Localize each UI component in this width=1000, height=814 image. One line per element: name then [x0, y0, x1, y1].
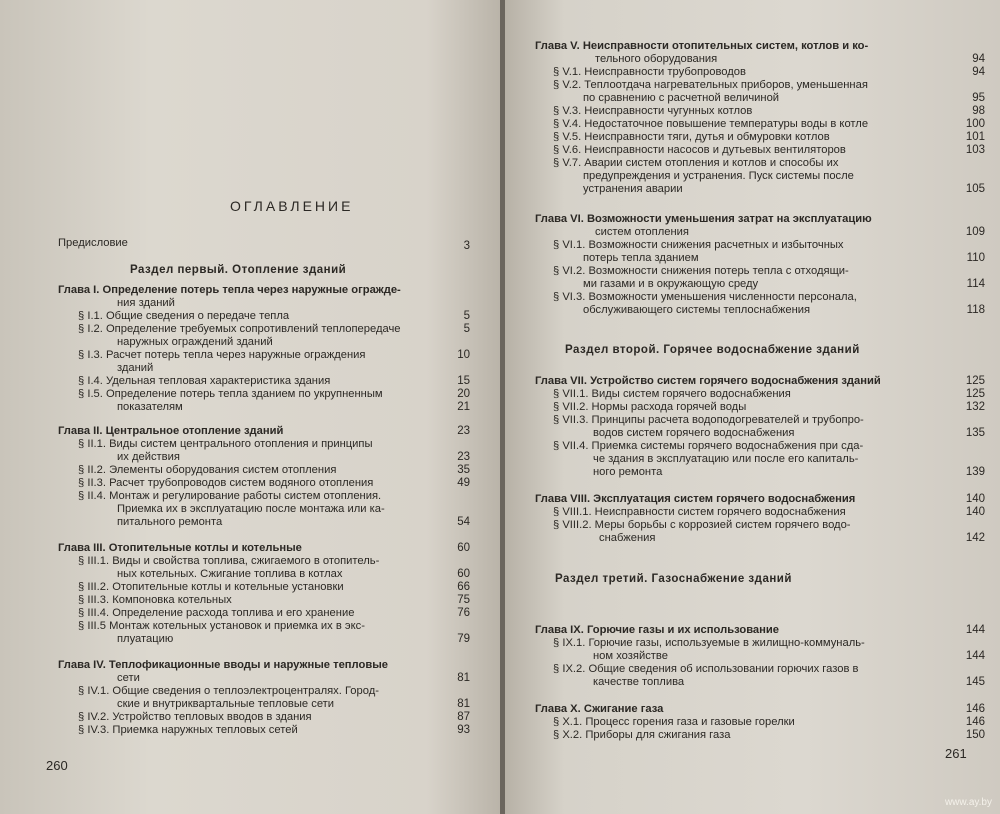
toc-page-number: 66: [457, 581, 470, 593]
toc-entry: Приемка их в эксплуатацию после монтажа или ка-: [117, 503, 385, 515]
toc-page-number: 87: [457, 711, 470, 723]
toc-entry: § VI.1. Возможности снижения расчетных и избыточных: [553, 239, 844, 251]
toc-entry: обслуживающего системы теплоснабжения: [583, 304, 811, 316]
toc-entry: ми газами и в окружающую среду: [583, 278, 759, 290]
toc-entry: устранения аварии: [583, 183, 683, 195]
toc-entry: § V.2. Теплоотдача нагревательных приборов, уменьшенная: [553, 79, 868, 91]
toc-entry: § VIII.1. Неисправности систем горячего водоснабжения: [553, 506, 846, 518]
toc-page-number: 93: [457, 724, 470, 736]
toc-entry: § II.3. Расчет трубопроводов систем водяного отопления: [78, 477, 374, 489]
toc-entry: качестве топлива: [593, 676, 685, 688]
toc-page-number: 23: [457, 451, 470, 463]
toc-entry: § VIII.2. Меры борьбы с коррозией систем горячего водо-: [553, 519, 851, 531]
chapter-entry: Глава X. Сжигание газа: [535, 703, 664, 715]
toc-page-number: 49: [457, 477, 470, 489]
toc-entry: § III.4. Определение расхода топлива и его хранение: [78, 607, 355, 619]
toc-page-number: 94: [972, 66, 985, 78]
toc-entry: зданий: [117, 362, 154, 374]
toc-entry: § VII.2. Нормы расхода горячей воды: [553, 401, 747, 413]
toc-page-number: 125: [965, 388, 985, 400]
toc-entry: § V.7. Аварии систем отопления и котлов и способы их: [553, 157, 839, 169]
toc-page-number: 146: [965, 703, 985, 715]
toc-entry: § II.1. Виды систем центрального отопления и принципы: [78, 438, 373, 450]
toc-title: ОГЛАВЛЕНИЕ: [230, 198, 354, 214]
toc-page-number: 140: [965, 506, 985, 518]
toc-entry: показателям: [117, 401, 183, 413]
chapter-entry: Глава II. Центральное отопление зданий: [58, 425, 284, 437]
toc-entry: предупреждения и устранения. Пуск системы после: [583, 170, 854, 182]
toc-entry: наружных ограждений зданий: [117, 336, 273, 348]
toc-page-number: 100: [965, 118, 985, 130]
toc-page-number: 5: [463, 323, 470, 335]
section-heading: Раздел второй. Горячее водоснабжение зданий: [565, 344, 860, 356]
toc-entry: § V.6. Неисправности насосов и дутьевых вентиляторов: [553, 144, 846, 156]
toc-page-number: 15: [457, 375, 470, 387]
toc-entry: § VII.3. Принципы расчета водоподогревателей и трубопро-: [553, 414, 864, 426]
page-number: 260: [46, 758, 68, 773]
chapter-entry: Глава V. Неисправности отопительных систем, котлов и ко-: [535, 40, 869, 52]
toc-page-number: 5: [463, 310, 470, 322]
toc-page-number: 98: [972, 105, 985, 117]
toc-entry: водов систем горячего водоснабжения: [593, 427, 795, 439]
toc-entry: § IV.1. Общие сведения о теплоэлектроцентралях. Город-: [78, 685, 379, 697]
toc-page-number: 109: [965, 226, 985, 238]
toc-entry: ном хозяйстве: [593, 650, 668, 662]
toc-entry: § I.3. Расчет потерь тепла через наружные ограждения: [78, 349, 366, 361]
toc-page-number: 81: [457, 698, 470, 710]
toc-page-number: 60: [457, 542, 470, 554]
toc-page-number: 144: [965, 624, 985, 636]
toc-entry: § III.5 Монтаж котельных установок и приемка их в экс-: [78, 620, 365, 632]
toc-entry: § IV.3. Приемка наружных тепловых сетей: [78, 724, 298, 736]
toc-entry: питального ремонта: [117, 516, 223, 528]
toc-entry: § II.4. Монтаж и регулирование работы систем отопления.: [78, 490, 382, 502]
toc-page-number: 118: [966, 304, 985, 316]
toc-page-number: 81: [457, 672, 470, 684]
chapter-entry: Глава VII. Устройство систем горячего водоснабжения зданий: [535, 375, 881, 387]
right-page: [505, 0, 1000, 814]
toc-page-number: 101: [965, 131, 985, 143]
toc-entry: § I.2. Определение требуемых сопротивлений теплопередаче: [78, 323, 401, 335]
toc-entry: § V.5. Неисправности тяги, дутья и обмуровки котлов: [553, 131, 830, 143]
toc-page-number: 110: [966, 252, 985, 264]
toc-page-number: 132: [965, 401, 985, 413]
toc-page-number: 105: [965, 183, 985, 195]
toc-page-number: 103: [965, 144, 985, 156]
chapter-entry: Глава I. Определение потерь тепла через наружные огражде-: [58, 284, 401, 296]
toc-page-number: 94: [972, 53, 985, 65]
toc-entry: снабжения: [599, 532, 656, 544]
toc-entry: § III.3. Компоновка котельных: [78, 594, 232, 606]
toc-page-number: 21: [457, 401, 470, 413]
toc-entry: ного ремонта: [593, 466, 663, 478]
toc-entry: плуатацию: [117, 633, 174, 645]
toc-entry: § IX.1. Горючие газы, используемые в жилищно-коммуналь-: [553, 637, 865, 649]
toc-entry: потерь тепла зданием: [583, 252, 699, 264]
toc-entry: § IX.2. Общие сведения об использовании горючих газов в: [553, 663, 859, 675]
toc-entry: § I.4. Удельная тепловая характеристика здания: [78, 375, 331, 387]
toc-entry: § IV.2. Устройство тепловых вводов в здания: [78, 711, 312, 723]
toc-page-number: 139: [965, 466, 985, 478]
watermark: www.ay.by: [944, 797, 992, 808]
toc-entry: § I.5. Определение потерь тепла зданием по укрупненным: [78, 388, 383, 400]
toc-entry: § II.2. Элементы оборудования систем отопления: [78, 464, 337, 476]
chapter-entry: Глава IX. Горючие газы и их использование: [535, 624, 779, 636]
toc-entry: тельного оборудования: [595, 53, 718, 65]
preface-page: 3: [463, 240, 470, 252]
toc-page-number: 125: [965, 375, 985, 387]
toc-entry: § III.2. Отопительные котлы и котельные установки: [78, 581, 344, 593]
toc-page-number: 146: [965, 716, 985, 728]
toc-entry: § V.3. Неисправности чугунных котлов: [553, 105, 753, 117]
toc-entry: § VI.2. Возможности снижения потерь тепла с отходящи-: [553, 265, 849, 277]
toc-entry: § VII.1. Виды систем горячего водоснабжения: [553, 388, 791, 400]
chapter-entry: Глава III. Отопительные котлы и котельные: [58, 542, 302, 554]
toc-page-number: 10: [457, 349, 470, 361]
toc-page-number: 142: [965, 532, 985, 544]
toc-entry: че здания в эксплуатацию или после его капиталь-: [593, 453, 859, 465]
toc-page-number: 60: [457, 568, 470, 580]
toc-page-number: 135: [965, 427, 985, 439]
page-number: 261: [945, 746, 967, 761]
toc-entry: § X.1. Процесс горения газа и газовые горелки: [553, 716, 795, 728]
toc-page-number: 144: [965, 650, 985, 662]
toc-entry: § I.1. Общие сведения о передаче тепла: [78, 310, 290, 322]
toc-page-number: 79: [457, 633, 470, 645]
toc-entry: ские и внутриквартальные тепловые сети: [117, 698, 335, 710]
toc-page-number: 145: [965, 676, 985, 688]
toc-page-number: 76: [457, 607, 470, 619]
toc-page-number: 95: [972, 92, 985, 104]
toc-entry: сети: [117, 672, 140, 684]
toc-entry: § V.1. Неисправности трубопроводов: [553, 66, 746, 78]
toc-entry: систем отопления: [595, 226, 689, 238]
toc-page-number: 35: [457, 464, 470, 476]
toc-entry: § VI.3. Возможности уменьшения численности персонала,: [553, 291, 857, 303]
toc-entry: § III.1. Виды и свойства топлива, сжигаемого в отопитель-: [78, 555, 380, 567]
section-heading: Раздел третий. Газоснабжение зданий: [555, 573, 792, 585]
toc-entry: ния зданий: [117, 297, 175, 309]
chapter-entry: Глава VIII. Эксплуатация систем горячего водоснабжения: [535, 493, 856, 505]
chapter-entry: Глава VI. Возможности уменьшения затрат на эксплуатацию: [535, 213, 872, 225]
section-heading: Раздел первый. Отопление зданий: [130, 264, 347, 276]
toc-page-number: 20: [457, 388, 470, 400]
toc-entry: ных котельных. Сжигание топлива в котлах: [117, 568, 343, 580]
toc-entry: по сравнению с расчетной величиной: [583, 92, 780, 104]
toc-entry: § X.2. Приборы для сжигания газа: [553, 729, 731, 741]
toc-entry: их действия: [117, 451, 180, 463]
toc-page-number: 150: [965, 729, 985, 741]
toc-page-number: 140: [965, 493, 985, 505]
toc-page-number: 75: [457, 594, 470, 606]
toc-page-number: 114: [966, 278, 985, 290]
preface-label: Предисловие: [58, 237, 128, 249]
chapter-entry: Глава IV. Теплофикационные вводы и наружные тепловые: [58, 659, 389, 671]
toc-entry: § V.4. Недостаточное повышение температуры воды в котле: [553, 118, 869, 130]
toc-page-number: 54: [457, 516, 470, 528]
toc-entry: § VII.4. Приемка системы горячего водоснабжения при сда-: [553, 440, 864, 452]
toc-page-number: 23: [457, 425, 470, 437]
